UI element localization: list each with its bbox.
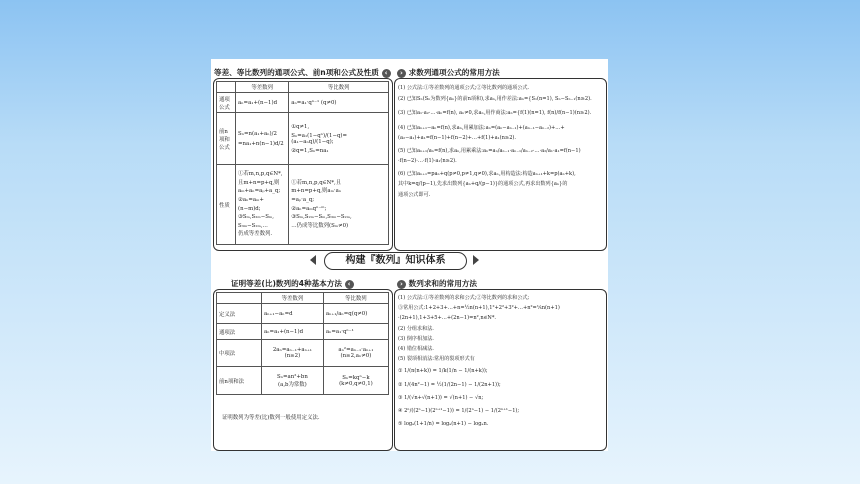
chevron-right-icon: › (397, 280, 406, 289)
left-bottom-title: 证明等差(比)数列的4种基本方法 (231, 279, 342, 288)
row-label: 前n项和法 (217, 367, 262, 395)
table-corner (217, 82, 236, 93)
row-label: 中项法 (217, 340, 262, 367)
summation-methods: (1) 公式法:①等差数列的求和公式;②等比数列的求和公式; ③常用公式:1+2+3+…+n=½n(n+1),1²+2²+3²+…+n²=⅙n(n+1) ·(2n+1),1+3+5+…+(2n−1)=n²,n∈N*. (2) 分组求和法. (3) 倒序相加法. (4) 错位相减法. (5) 裂项相消法:常用的裂项形式有 ① 1/(n(n+k)) = 1/k(1/n − 1/(n+k)); ② 1/(4n²−1) = ½(1/(2n−1) − 1/(2n+1)); ③ 1/(√n+√(n+1)) = √(n+1) − √n; ④ 2ⁿ/((2ⁿ−1)(2ⁿ⁺¹−1)) = 1/(2ⁿ−1) − 1/(2ⁿ⁺¹−1); ⑤ logₐ(1+1/n) = logₐ(n+1) − logₐn. (398, 295, 560, 428)
row-label: 前n 项和 公式 (217, 113, 236, 165)
chevron-left-icon: ‹ (382, 69, 391, 78)
left-bottom-title-row (231, 278, 354, 289)
right-top-title-row (397, 67, 500, 78)
right-top-panel (394, 78, 607, 251)
formula-table (216, 81, 389, 245)
row-label: 性质 (217, 165, 236, 245)
banner-left-arrow-icon (310, 255, 316, 265)
right-top-title: 求数列通项公式的常用方法 (408, 68, 500, 77)
table-cell: Sₙ=n(a₁+aₙ)/2 =na₁+n(n−1)d/2 (236, 113, 289, 165)
table-cell: aₙ²=aₙ₋₁·aₙ₊₁ (n≥2,aₙ≠0) (323, 340, 388, 367)
table-cell: aₙ=a₁+(n−1)d (236, 93, 289, 113)
row-label: 定义法 (217, 304, 262, 324)
general-term-methods: (1) 公式法:①等差数列的通项公式;②等比数列的通项公式. (2) 已知Sₙ(Sₙ为数列{aₙ}的前n项和),求aₙ,用作差法:aₙ={S₁(n=1), Sₙ−Sₙ₋₁(n≥2). (3) 已知a₁·a₂·…·aₙ=f(n), aₙ≠0,求aₙ,用作商法:aₙ={f(1)(n=1), f(n)/f(n−1)(n≥2). (4) 已知aₙ₊₁−aₙ=f(n),求aₙ,用累加法:aₙ=(aₙ−aₙ₋₁)+(aₙ₋₁−aₙ₋₂)+…+ (a₂−a₁)+a₁=f(n−1)+f(n−2)+…+f(1)+a₁(n≥2). (5) 已知aₙ₊₁/aₙ=f(n),求aₙ,用累乘法:aₙ=aₙ/aₙ₋₁·aₙ₋₁/aₙ₋₂·…·a₂/a₁·a₁=f(n−1) ·f(n−2)·…·f(1)·a₁(n≥2). (6) 已知aₙ₊₁=paₙ+q(p≠0,p≠1,q≠0),求aₙ,用构造法:构造aₙ₊₁+k=p(aₙ+k), 其中k=q/(p−1),先求出数列{aₙ+q/(p−1)}的通项公式,再求出数列{aₙ}的 通项公式即可. (398, 85, 592, 198)
row-label: 通项 公式 (217, 93, 236, 113)
banner-title: 构建『数列』知识体系 (324, 252, 467, 270)
row-label: 通项法 (217, 324, 262, 340)
table-cell: ①q≠1, Sₙ=a₁(1−qⁿ)/(1−q)=(a₁−aₙq)/(1−q); ②q=1,Sₙ=na₁ (289, 113, 389, 165)
table-cell: aₙ=a₁·qⁿ⁻¹ (323, 324, 388, 340)
table-cell: ①若m,n,p,q∈N*, 且m+n=p+q,则 aₘ+aₙ=aₚ+a_q; ②aₙ=aₘ+(n−m)d; ③Sₘ,S₂ₘ−Sₘ, S₃ₘ−S₂ₘ,… 仍成等差数列. (236, 165, 289, 245)
table-cell: aₙ=a₁·qⁿ⁻¹ (q≠0) (289, 93, 389, 113)
banner-right-arrow-icon (473, 255, 479, 265)
table-cell: aₙ₊₁/aₙ=q(q≠0) (323, 304, 388, 324)
right-bottom-title: 数列求和的常用方法 (408, 279, 477, 288)
left-top-panel (213, 78, 393, 251)
left-bottom-panel (213, 289, 393, 451)
table-cell: Sₙ=kqⁿ−k (k≠0,q≠0,1) (323, 367, 388, 395)
table-cell: ①若m,n,p,q∈N*,且 m+n=p+q,则aₘ·aₙ =aₚ·a_q; ②aₙ=aₘqⁿ⁻ᵐ; ③Sₘ,S₂ₘ−Sₘ,S₃ₘ−S₂ₘ, …仍成等比数列(Sₘ≠0) (289, 165, 389, 245)
table-cell: aₙ=a₁+(n−1)d (262, 324, 324, 340)
table-cell: Sₙ=an²+bn (a,b为常数) (262, 367, 324, 395)
document-sheet (211, 59, 608, 451)
chevron-left-icon: ‹ (345, 280, 354, 289)
col-header-arith: 等差数列 (236, 82, 289, 93)
proof-methods-table (216, 292, 389, 395)
col-header-geo: 等比数列 (323, 293, 388, 304)
col-header-arith: 等差数列 (262, 293, 324, 304)
right-bottom-panel (394, 289, 607, 451)
right-bottom-title-row (397, 278, 477, 289)
table-cell: aₙ₊₁−aₙ=d (262, 304, 324, 324)
left-top-title-row (214, 67, 391, 78)
chevron-right-icon: › (397, 69, 406, 78)
col-header-geo: 等比数列 (289, 82, 389, 93)
table-corner (217, 293, 262, 304)
table-cell: 2aₙ=aₙ₋₁+aₙ₊₁ (n≥2) (262, 340, 324, 367)
proof-note: 证明数列为等差(比)数列一般使用定义法. (222, 415, 320, 421)
left-top-title: 等差、等比数列的通项公式、前n项和公式及性质 (214, 68, 379, 77)
